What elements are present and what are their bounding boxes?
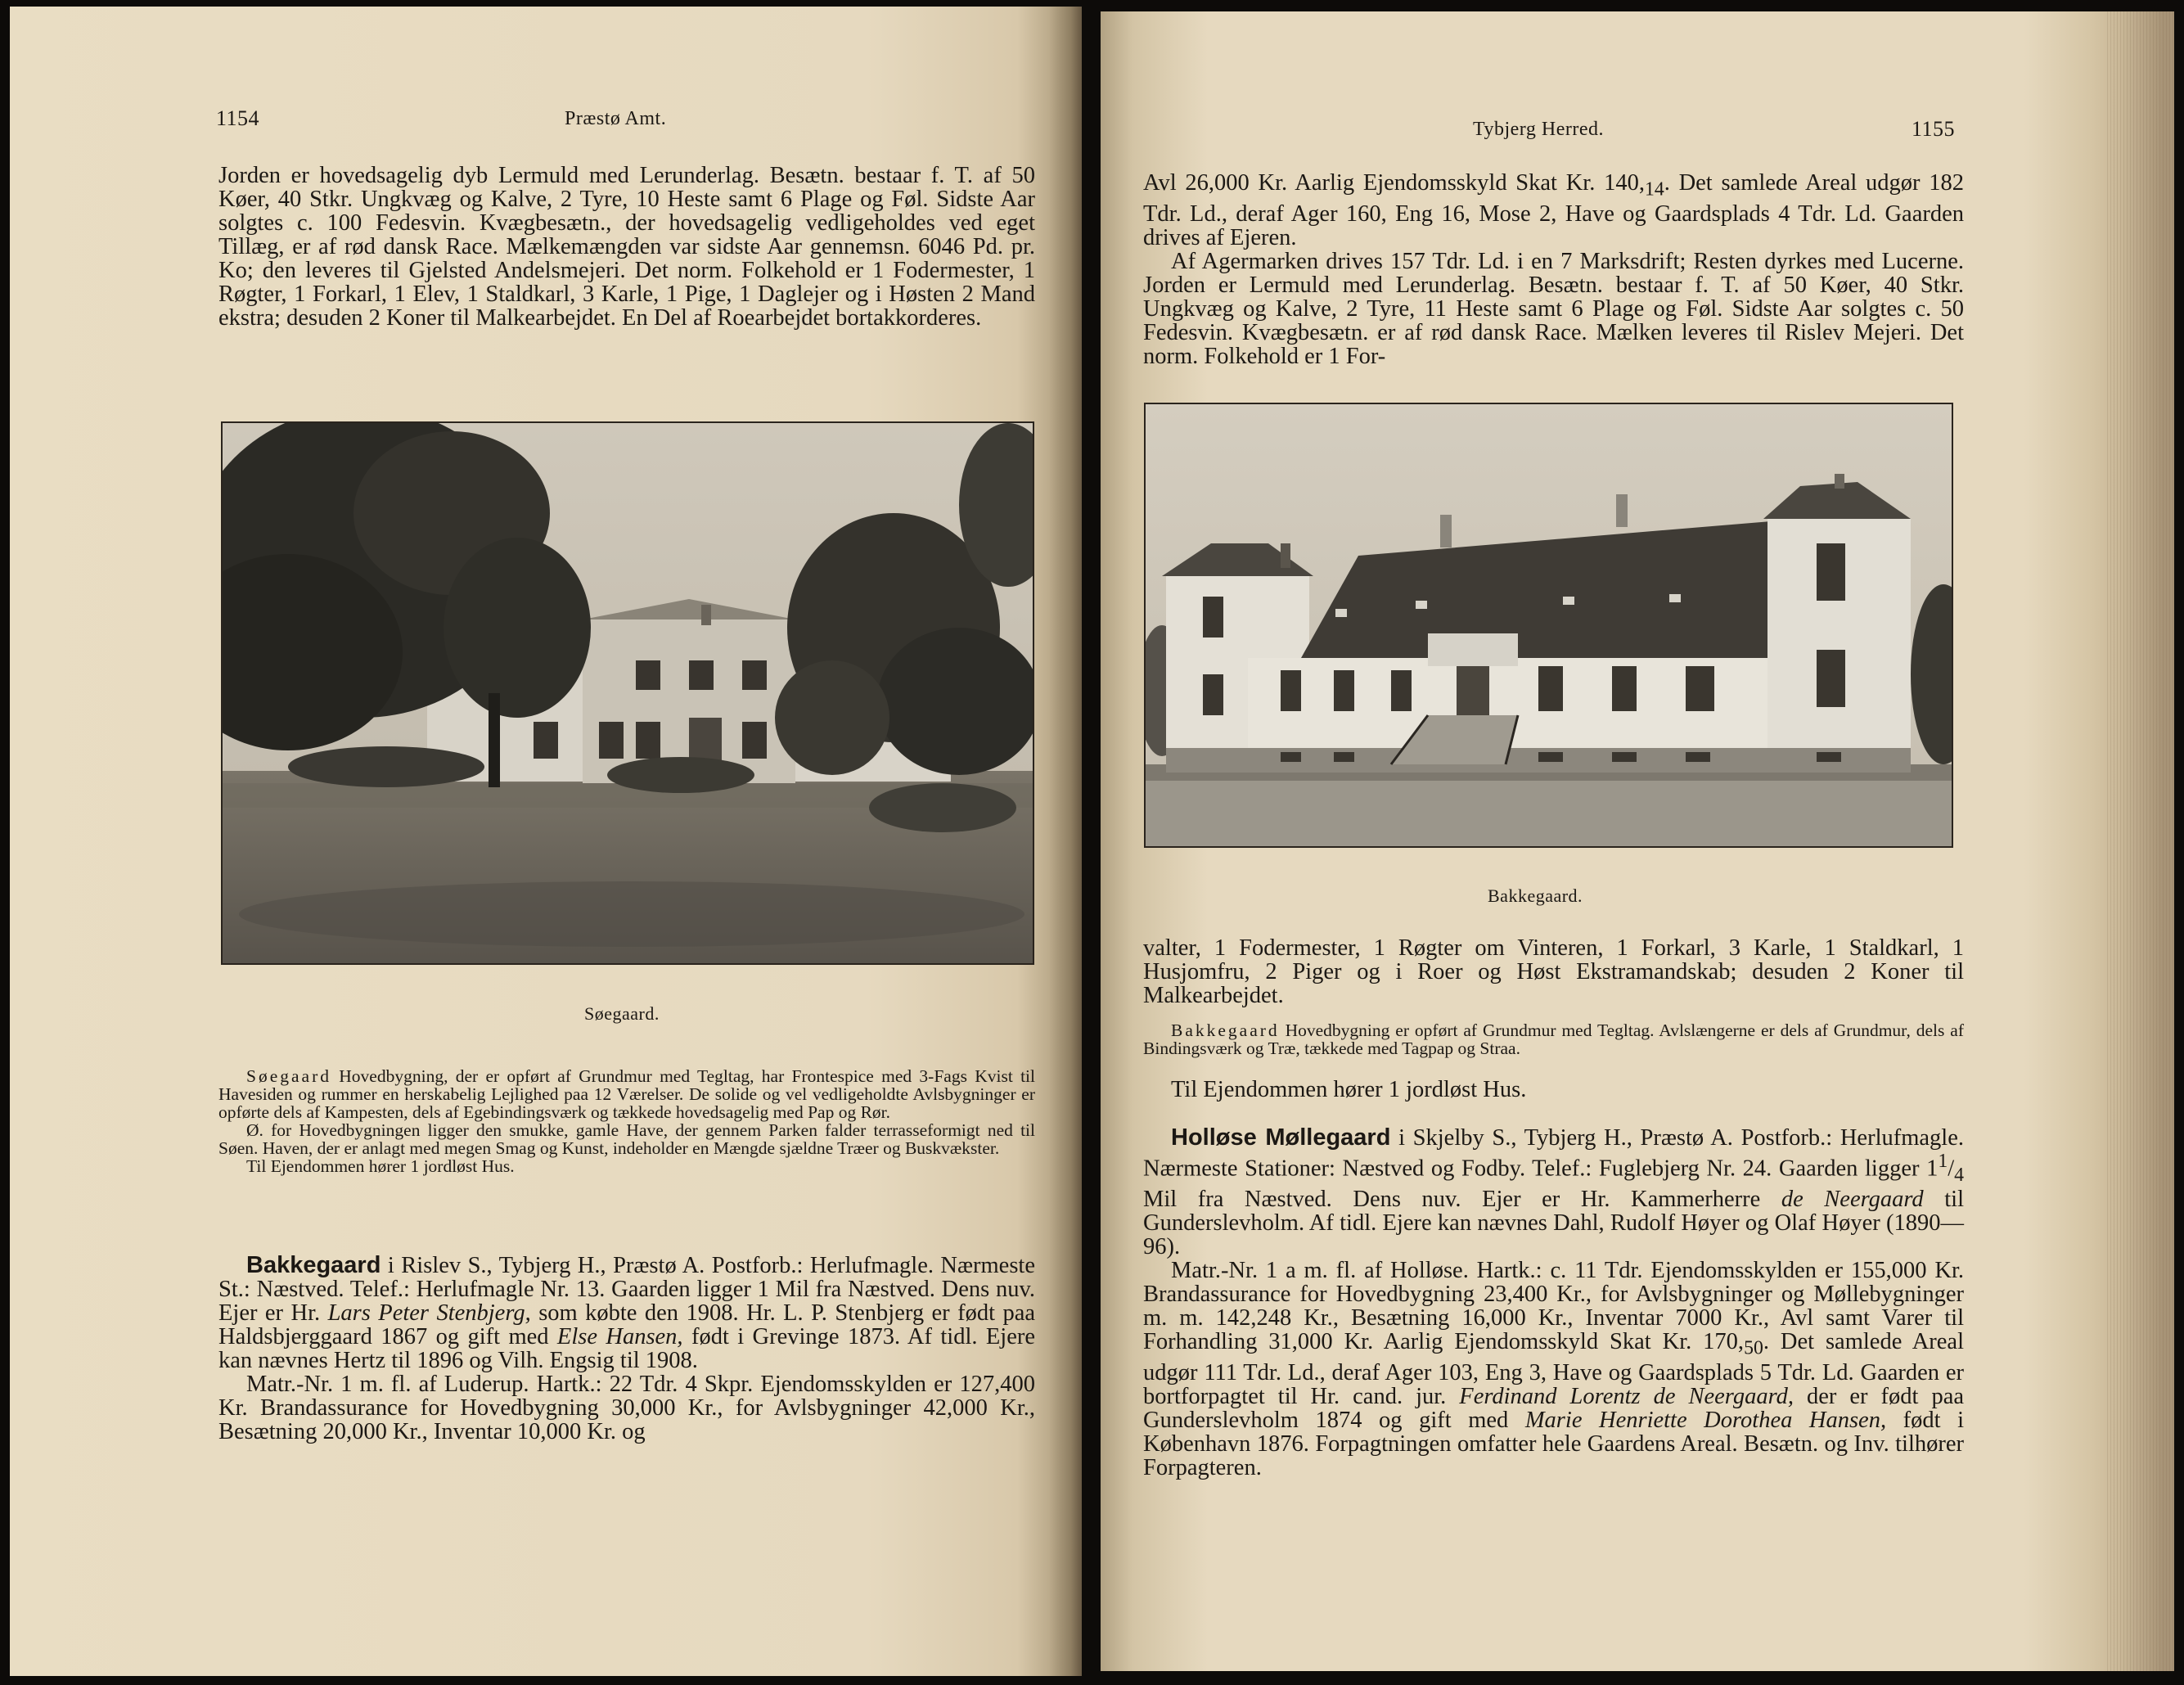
entry-text: i Skjelby S., Tybjerg H., Præstø A. Postforb.: Herlufmagle. Nærmeste Stationer: Næstved og Fodby. Telef.: Fuglebjerg Nr. 24. Gaarden ligger 1 (1143, 1125, 1964, 1182)
page-number: 1155 (1912, 117, 1956, 141)
entry-text: i Rislev S., Tybjerg H., Præstø A. Postforb.: Herlufmagle. Nærmeste St.: Næstved. Telef.: Herlufmagle Nr. 13. Gaarden ligger 1 Mil fra Næstved. Dens nuv. Ejer er Hr. (218, 1253, 1035, 1326)
entry-text: som købte den 1908. Hr. L. P. Stenbjerg er født paa Haldsbjerggaard 1867 og gift med (218, 1300, 1036, 1349)
tenant-name: Ferdinand Lorentz de Neergaard, (1459, 1383, 1794, 1409)
photo-caption: Bakkegaard. (1488, 885, 1583, 906)
description-text: Hovedbygning er opført af Grundmur med Tegltag. Avlslængerne er dels af Grundmur, dels af Bindingsværk og Træ, tækkede med Tagpap og Straa. (1143, 1020, 1965, 1058)
paragraph: valter, 1 Fodermester, 1 Røgter om Vinteren, 1 Forkarl, 3 Karle, 1 Staldkarl, 1 Husjomfru, 2 Piger og i Roer og Høst Ekstramandskab; desuden 2 Koner til Malkearbejdet. (1143, 935, 1964, 1008)
entry-text: . Det samlede Areal udgør 111 Tdr. Ld., deraf Ager 103, Eng 3, Have og Gaardsplads 5 Tdr. Ld. Gaarden er bortforpagtet til Hr. cand. jur. (1143, 1329, 1964, 1409)
description-text: Hovedbygning, der er opført af Grundmur med Tegltag, har Frontespice med 3-Fags Kvist til Havesiden og rummer en herskabelig Lejlighed paa 12 Værelser. De solide og vel vedligeholdte Avlsbygninger er opførte dels af Kampesten, dels af Egebindingsværk og tækkede hovedsagelig med Pap og Rør. (218, 1066, 1035, 1122)
fraction-numerator: 1 (1938, 1151, 1948, 1172)
mid-text-block (1143, 936, 1964, 1007)
paragraph: . Det samlede Areal udgør 182 Tdr. Ld., deraf Ager 160, Eng 16, Mose 2, Have og Gaardsplads 4 Tdr. Ld. Gaarden drives af Ejeren. (1143, 170, 1964, 250)
entry-text: Matr.-Nr. 1 a m. fl. af Holløse. Hartk.: c. 11 Tdr. Ejendomsskylden er 155,000 Kr. Brandassurance for Hovedbygning 23,400 Kr., for Avlsbygninger og Møllebygninger m. m. 142,248 Kr., Besætning 16,000 Kr., Inventar 7000 Kr., Avl samt Varer til Forhandling 31,000 Kr. Aarlig Ejendomsskyld Skat Kr. 170, (1143, 1258, 1964, 1355)
fraction-denominator: 4 (1954, 1165, 1964, 1187)
paragraph: Jorden er hovedsagelig dyb Lermuld med Lerunderlag. Besætn. bestaar f. T. af 50 Køer, 40 Stkr. Ungkvæg og Kalve, 2 Tyre, 10 Heste samt 6 Plage og Føl. Sidste Aar solgtes c. 100 Fedesvin. Kvægbesætn., der hovedsagelig vedligeholdes ved eget Tillæg, er af rød dansk Race. Mælkemængden var sidste Aar gennemsn. 6046 Pd. pr. Ko; den leveres til Gjelsted Andelsmejeri. Det norm. Folkehold er 1 Fodermester, 1 Røgter, 1 Forkarl, 1 Elev, 1 Staldkarl, 3 Karle, 1 Pige, 1 Daglejer og i Høsten 2 Mand ekstra; desuden 2 Koner til Malkearbejdet. En Del af Roearbejdet bortakkorderes. (218, 163, 1035, 331)
entry-heading: Holløse Møllegaard (1171, 1124, 1391, 1151)
entry-text: Matr.-Nr. 1 m. fl. af Luderup. Hartk.: 22 Tdr. 4 Skpr. Ejendomsskylden er 127,400 Kr. Brandassurance for Hovedbygning 30,000 Kr., for Avlsbygninger 42,000 Kr., Besætning 20,000 Kr., Inventar 10,000 Kr. og (218, 1372, 1035, 1444)
soegaard-photo-image (223, 423, 1033, 963)
description-text: Til Ejendommen hører 1 jordløst Hus. (1171, 1077, 1527, 1102)
page-number: 1154 (216, 106, 260, 130)
description-block (1143, 1021, 1964, 1057)
entry-text: født i København 1876. Forpagtningen omfatter hele Gaardens Areal. Besætn. og Inv. tilhører Forpagteren. (1143, 1407, 1964, 1480)
bakkegaard-lead: Bakkegaard (1171, 1020, 1280, 1040)
entry-holloese-moellegaard: Holløse Møllegaard i Skjelby S., Tybjerg H., Præstø A. Postforb.: Herlufmagle. Nærmeste Stationer: Næstved og Fodby. Telef.: Fuglebjerg Nr. 24. Gaarden ligger $1^1/_4$ Mil fra Næstved. Dens nuv. Ejer er Hr. Kammerherre de Neergaard til Gunderslevholm. Af tidl. Ejere kan nævnes Dahl, Rudolf Høyer og Olaf Høyer (1890—96). Matr.-Nr. 1 a m. fl. af Holløse. Hartk.: c. 11 Tdr. Ejendomsskylden er 155,000 Kr. Brandassurance for Hovedbygning 23,400 Kr., for Avlsbygninger og Møllebygninger m. m. 142,248 Kr., Besætning 16,000 Kr., Inventar 7000 Kr., Avl samt Varer til Forhandling 31,000 Kr. Aarlig Ejendomsskyld Skat Kr. $170,_{50}$. Det samlede Areal udgør 111 Tdr. Ld., deraf Ager 103, Eng 3, Have og Gaardsplads 5 Tdr. Ld. Gaarden er bortforpagtet til Hr. cand. jur. Ferdinand Lorentz de Neergaard, der er født paa Gunderslevholm 1874 og gift med Marie Henriette Dorothea Hansen, født i København 1876. Forpagtningen omfatter hele Gaardens Areal. Besætn. og Inv. tilhører Forpagteren. (1143, 1124, 1964, 1480)
wife-name: Else Hansen, (556, 1324, 683, 1349)
running-head: Tybjerg Herred. (1473, 119, 1604, 140)
description-block (218, 1067, 1035, 1175)
entry-text: Mil fra Næstved. Dens nuv. Ejer er Hr. Kammerherre (1143, 1187, 1781, 1213)
ore-subscript: 50 (1744, 1337, 1763, 1359)
entry-bakkegaard (218, 1254, 1035, 1444)
right-page (1101, 11, 2174, 1671)
description-block-2 (1143, 1078, 1964, 1102)
gutter-shadow (1049, 7, 1082, 1676)
description-text: Ø. for Hovedbygningen ligger den smukke, gamle Have, der gennem Parken falder terrasseformigt ned til Søen. Haven, der er anlagt med megen Smag og Kunst, indeholder en Mængde sjældne Træer og Buskvækster. (218, 1120, 1035, 1158)
entry-text: der er født paa Gunderslevholm 1874 og gift med (1143, 1383, 1964, 1433)
description-text: Til Ejendommen hører 1 jordløst Hus. (246, 1156, 515, 1176)
bakkegaard-photo (1144, 403, 1953, 848)
owner-name: de Neergaard (1781, 1187, 1924, 1213)
photo-caption: Søegaard. (584, 1003, 660, 1024)
entry-text: født i Grevinge 1873. Af tidl. Ejere kan nævnes Hertz til 1896 og Vilh. Engsig til 1908. (218, 1324, 1035, 1373)
top-text-block (218, 164, 1035, 330)
tenant-wife-name: Marie Henriette Dorothea Hansen, (1524, 1407, 1887, 1433)
owner-name: Lars Peter Stenbjerg, (327, 1300, 531, 1326)
page-edges (2105, 11, 2174, 1671)
entry-text: til Gunderslevholm. Af tidl. Ejere kan nævnes Dahl, Rudolf Høyer og Olaf Høyer (1890—96). (1143, 1187, 1964, 1260)
left-page (10, 7, 1082, 1676)
ore-subscript: 14 (1644, 178, 1664, 200)
paragraph: Af Agermarken drives 157 Tdr. Ld. i en 7 Marksdrift; Resten dyrkes med Lucerne. Jorden er Lermuld med Lerunderlag. Besætn. bestaar f. T. af 50 Køer, 40 Stkr. Ungkvæg og Kalve, 2 Tyre, 11 Heste samt 6 Plage og Føl. Sidste Aar solgtes c. 50 Fedesvin. Kvægbesætn. er af rød dansk Race. Mælken leveres til Rislev Mejeri. Det norm. Folkehold er 1 For- (1143, 248, 1964, 369)
top-text-block (1143, 171, 1964, 368)
bakkegaard-photo-image (1146, 404, 1952, 846)
entry-heading: Bakkegaard (246, 1252, 381, 1278)
paragraph: Avl 26,000 Kr. Aarlig Ejendomsskyld Skat Kr. 140, (1143, 170, 1645, 196)
soegaard-photo (221, 421, 1034, 965)
soegaard-lead: Søegaard (246, 1066, 331, 1086)
running-head: Præstø Amt. (565, 108, 667, 129)
